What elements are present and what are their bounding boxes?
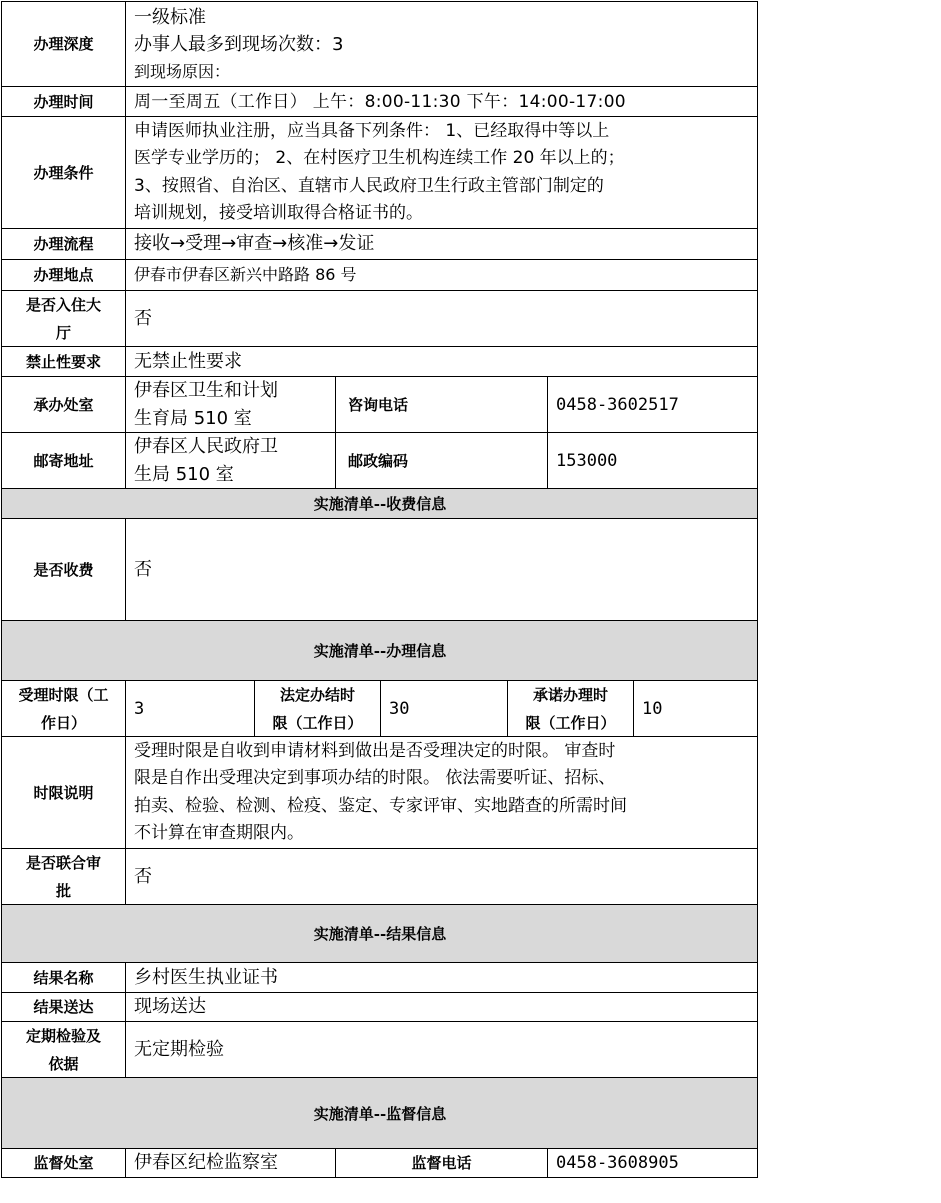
zip-text: 153000 <box>556 450 618 471</box>
prohibit-value-text: 无禁止性要求 <box>134 350 242 372</box>
promise-value-text: 10 <box>642 698 663 719</box>
inspect-label-line-2: 依据 <box>48 1054 79 1073</box>
fee-value-text: 否 <box>134 558 152 580</box>
time-label <box>1 86 125 116</box>
office-label <box>1 376 125 432</box>
prohibit-label <box>1 346 125 376</box>
legal-time-value <box>380 680 507 736</box>
section-supervise-title: 实施清单--监督信息 <box>313 1104 447 1123</box>
result-delivery-text: 现场送达 <box>134 996 206 1017</box>
result-delivery-label-text: 结果送达 <box>33 998 94 1016</box>
zip-value <box>547 432 758 488</box>
section-handle-header <box>1 620 758 680</box>
section-fee-header <box>1 488 758 518</box>
section-fee-title: 实施清单--收费信息 <box>313 495 447 513</box>
consult-phone-text: 0458-3602517 <box>556 394 679 415</box>
result-name-label <box>1 962 125 992</box>
inspect-label <box>1 1021 125 1077</box>
promise-time-value <box>633 680 758 736</box>
depth-reason: 到现场原因： <box>134 61 231 81</box>
result-delivery-label <box>1 992 125 1021</box>
supervise-office-text: 伊春区纪检监察室 <box>134 1152 278 1173</box>
section-result-title: 实施清单--结果信息 <box>313 925 447 943</box>
promise-label-line-1: 承诺办理时 <box>532 685 608 704</box>
condition-value <box>125 116 758 228</box>
note-line-3: 拍卖、检验、检测、检疫、鉴定、专家评审、实地踏查的所需时间 <box>134 795 627 816</box>
process-value-text: 接收→受理→审查→核准→发证 <box>134 233 375 254</box>
prohibit-value <box>125 346 758 376</box>
time-value-text: 周一至周五（工作日） 上午：8:00-11:30 下午：14:00-17:00 <box>134 91 626 112</box>
promise-label-line-2: 限（工作日） <box>525 713 616 732</box>
mail-value-line-2: 生局 510 室 <box>134 463 234 485</box>
legal-time-label <box>254 680 380 736</box>
office-value-line-2: 生育局 510 室 <box>134 407 252 429</box>
hall-label-line-2: 厅 <box>55 323 71 342</box>
promise-time-label <box>507 680 633 736</box>
table-right-border <box>757 1 758 1178</box>
accept-time-label <box>1 680 125 736</box>
note-label <box>1 736 125 848</box>
fee-label-text: 是否收费 <box>33 560 94 579</box>
prohibit-label-text: 禁止性要求 <box>25 352 101 371</box>
zip-label-text: 邮政编码 <box>348 451 409 470</box>
supervise-phone-label-text: 监督电话 <box>411 1154 472 1172</box>
accept-time-value <box>125 680 254 736</box>
condition-line-4: 培训规划，接受培训取得合格证书的。 <box>134 203 423 223</box>
fee-label <box>1 518 125 620</box>
condition-label-text: 办理条件 <box>33 163 94 182</box>
depth-value <box>125 1 758 86</box>
location-value-text: 伊春市伊春区新兴中路路 86 号 <box>134 265 357 284</box>
fee-value <box>125 518 758 620</box>
legal-label-line-2: 限（工作日） <box>272 713 363 732</box>
accept-label-line-1: 受理时限（工 <box>18 685 109 704</box>
supervise-office-label-text: 监督处室 <box>33 1154 94 1172</box>
inspect-value <box>125 1021 758 1077</box>
joint-label <box>1 848 125 904</box>
depth-level: 一级标准 <box>134 6 206 28</box>
consult-phone-value <box>547 376 758 432</box>
depth-visits: 办事人最多到现场次数：3 <box>134 33 344 55</box>
inspect-value-text: 无定期检验 <box>134 1038 224 1060</box>
condition-line-1: 申请医师执业注册，应当具备下列条件： 1、已经取得中等以上 <box>134 120 610 141</box>
time-label-text: 办理时间 <box>33 92 94 111</box>
supervise-office-label <box>1 1148 125 1177</box>
office-label-text: 承办处室 <box>33 395 94 414</box>
section-handle-title: 实施清单--办理信息 <box>313 642 447 660</box>
depth-label <box>1 1 125 86</box>
hall-value <box>125 290 758 346</box>
mail-label <box>1 432 125 488</box>
inspect-label-line-1: 定期检验及 <box>25 1026 101 1045</box>
accept-label-line-2: 作日） <box>40 713 86 732</box>
joint-label-line-1: 是否联合审 <box>25 853 101 872</box>
supervise-phone-label <box>335 1148 547 1177</box>
hall-label-line-1: 是否入住大 <box>25 295 101 314</box>
time-value <box>125 86 758 116</box>
mail-value-line-1: 伊春区人民政府卫 <box>134 435 278 457</box>
note-value <box>125 736 758 848</box>
process-value <box>125 228 758 259</box>
note-line-1: 受理时限是自收到申请材料到做出是否受理决定的时限。 审查时 <box>134 740 616 761</box>
zip-label <box>335 432 547 488</box>
result-name-value <box>125 962 758 992</box>
depth-label-text: 办理深度 <box>33 35 94 53</box>
result-name-label-text: 结果名称 <box>33 968 94 987</box>
mail-label-text: 邮寄地址 <box>33 451 94 470</box>
result-delivery-value <box>125 992 758 1021</box>
legal-value-text: 30 <box>389 698 410 719</box>
result-name-text: 乡村医生执业证书 <box>134 966 278 988</box>
hall-value-text: 否 <box>134 307 152 329</box>
accept-value-text: 3 <box>134 698 145 719</box>
condition-line-3: 3、按照省、自治区、直辖市人民政府卫生行政主管部门制定的 <box>134 175 604 196</box>
section-supervise-header <box>1 1077 758 1148</box>
note-line-2: 限是自作出受理决定到事项办结的时限。 依法需要听证、招标、 <box>134 768 616 788</box>
consult-phone-label-text: 咨询电话 <box>348 395 409 414</box>
location-value <box>125 259 758 290</box>
joint-label-line-2: 批 <box>55 881 71 900</box>
section-result-header <box>1 904 758 962</box>
joint-value-text: 否 <box>134 865 152 887</box>
joint-value <box>125 848 758 904</box>
mail-value <box>125 432 335 488</box>
office-value-line-1: 伊春区卫生和计划 <box>134 379 278 401</box>
supervise-phone-value <box>547 1148 758 1177</box>
supervise-office-value <box>125 1148 335 1177</box>
location-label <box>1 259 125 290</box>
process-label <box>1 228 125 259</box>
process-label-text: 办理流程 <box>33 235 94 253</box>
condition-line-2: 医学专业学历的； 2、在村医疗卫生机构连续工作 20 年以上的； <box>134 148 625 168</box>
condition-label <box>1 116 125 228</box>
consult-phone-label <box>335 376 547 432</box>
supervise-phone-text: 0458-3608905 <box>556 1153 679 1173</box>
note-label-text: 时限说明 <box>33 783 94 802</box>
note-line-4: 不计算在审查期限内。 <box>134 823 304 843</box>
office-value <box>125 376 335 432</box>
location-label-text: 办理地点 <box>33 266 94 284</box>
table-bottom-border <box>1 1177 758 1178</box>
legal-label-line-1: 法定办结时 <box>279 685 355 704</box>
hall-label <box>1 290 125 346</box>
